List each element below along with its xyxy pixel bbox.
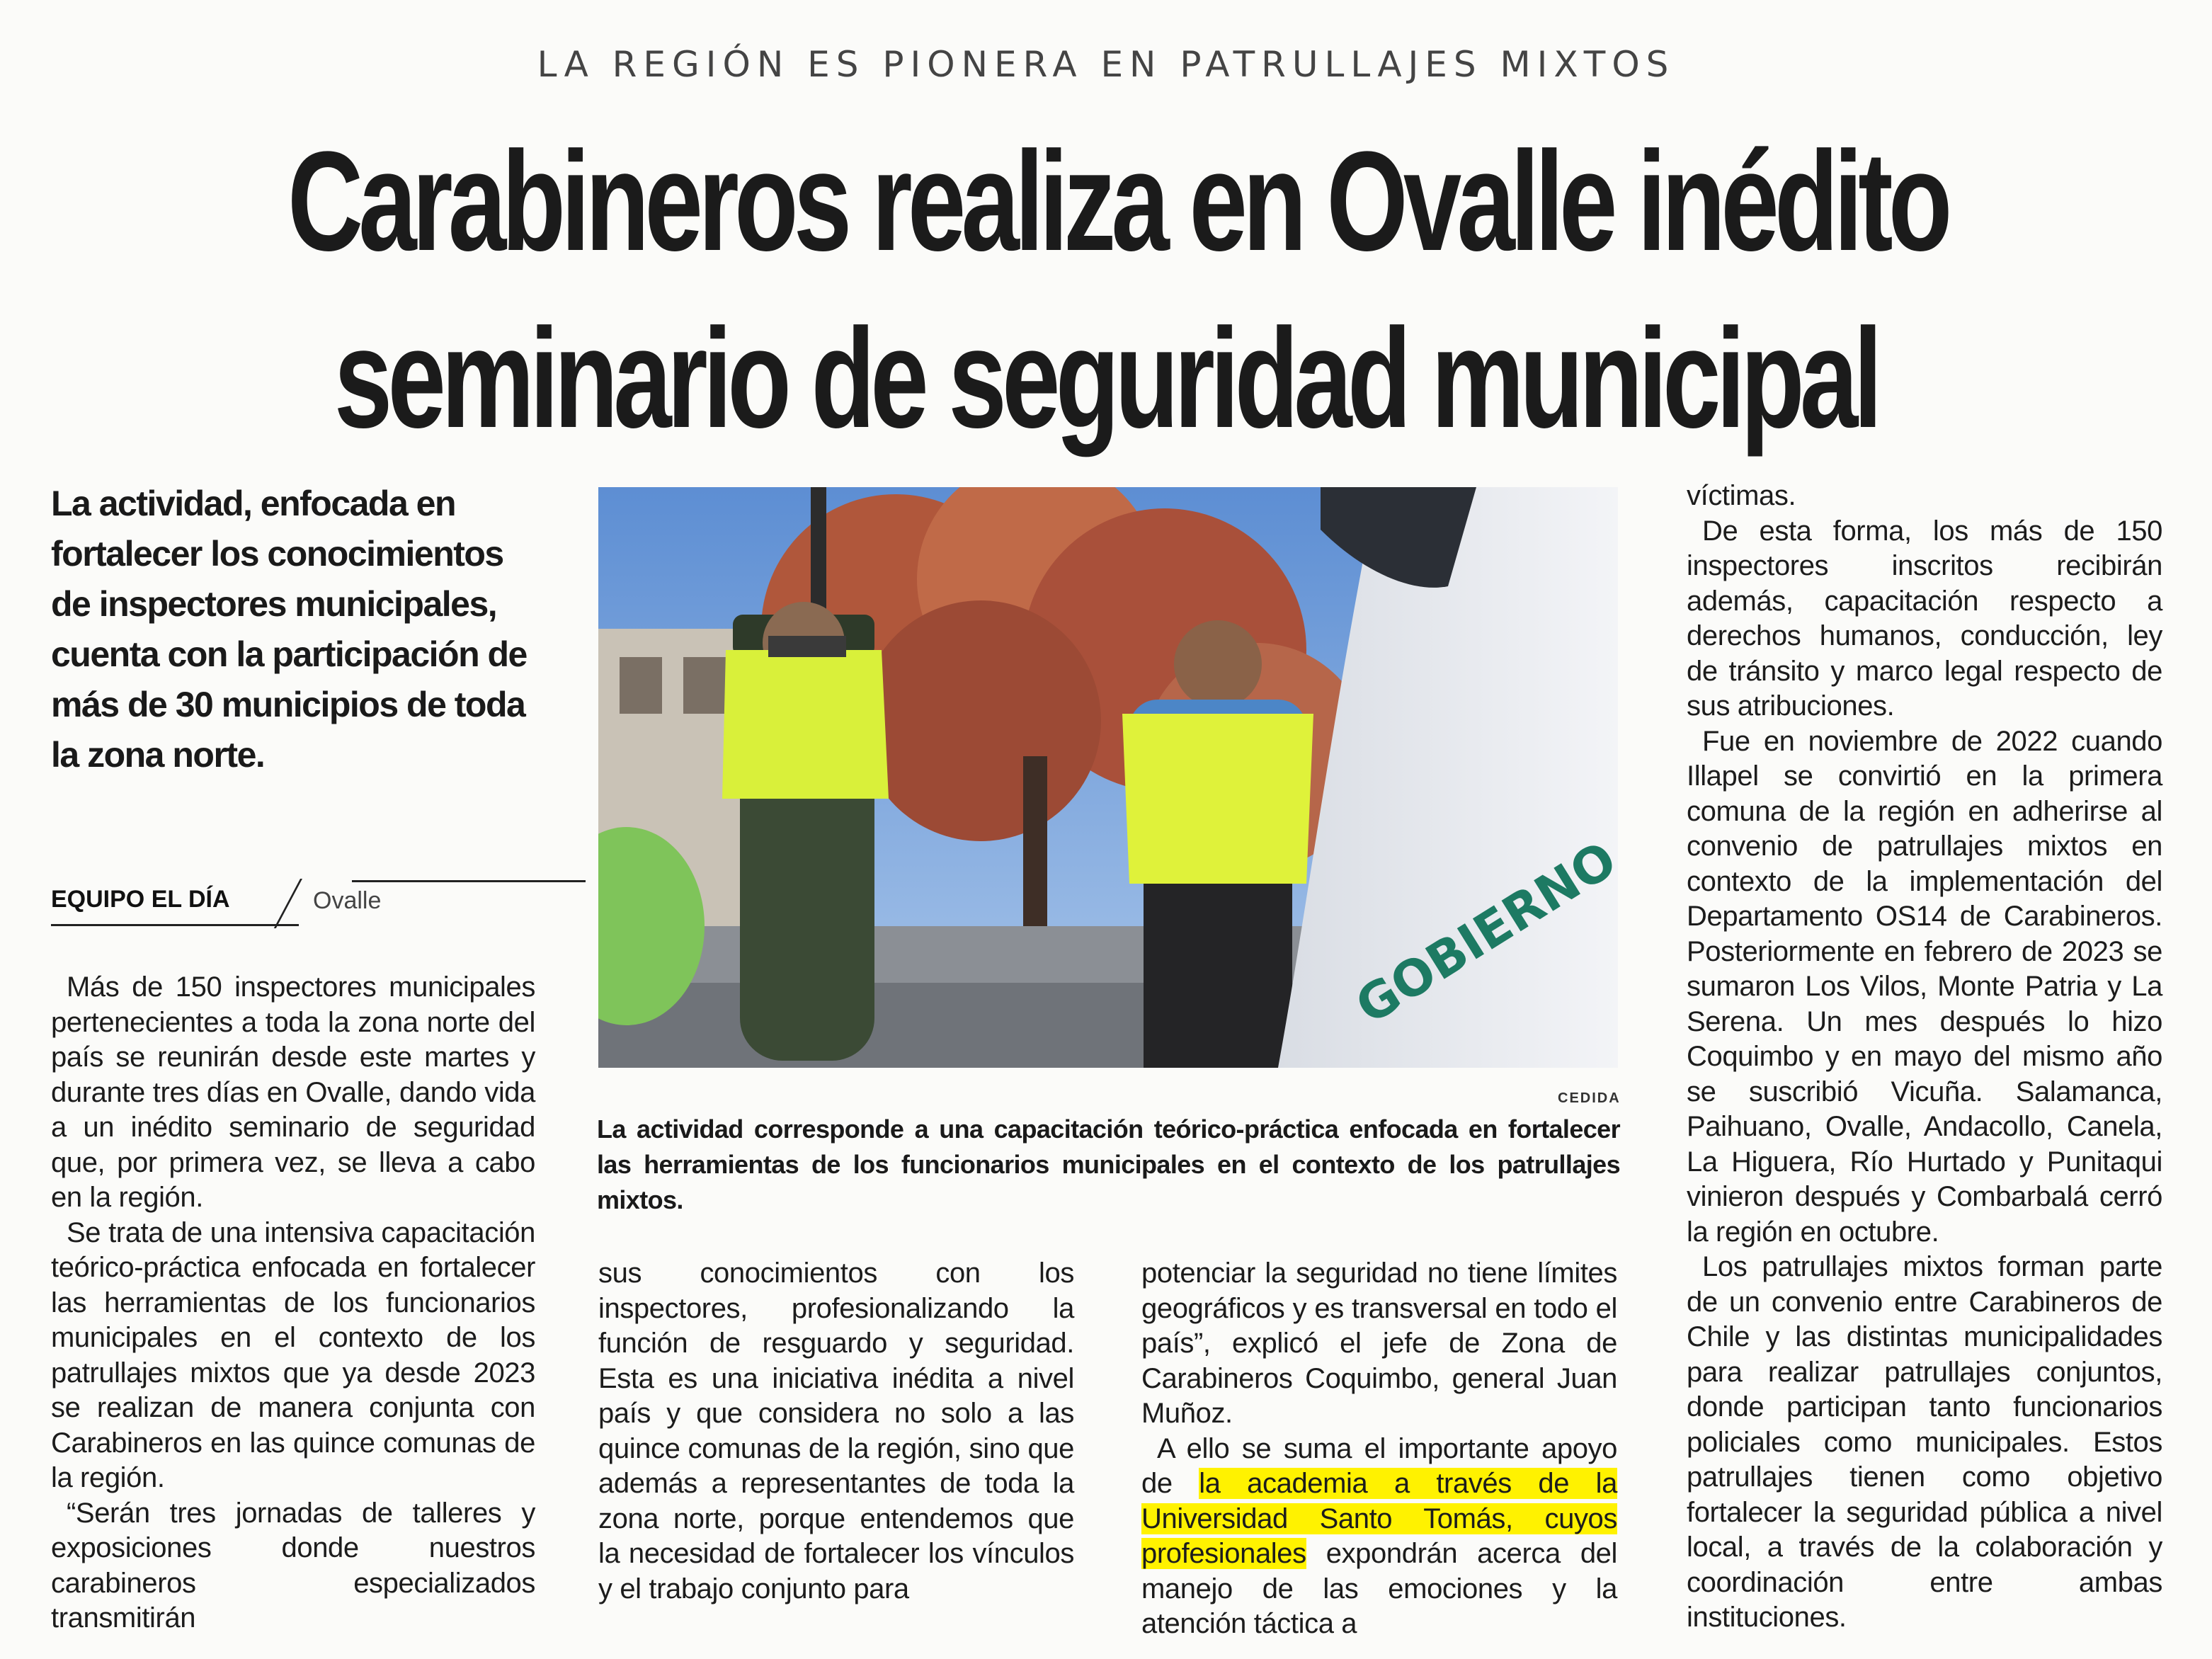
kicker: LA REGIÓN ES PIONERA EN PATRULLAJES MIXTOS bbox=[537, 44, 1675, 85]
byline-rule bbox=[51, 924, 299, 926]
photo-credit: CEDIDA bbox=[1558, 1090, 1621, 1106]
body-paragraph: De esta forma, los más de 150 inspectores inscritos recibirán además, capacitación respecto a derechos humanos, conducción, ley de tránsito y marco legal respecto de sus atribuciones. bbox=[1687, 515, 2162, 722]
body-column-1 bbox=[51, 970, 535, 1636]
body-column-4 bbox=[1687, 479, 2162, 1636]
body-paragraph: Los patrullajes mixtos forman parte de un convenio entre Carabineros de Chile y las distintas municipalidades para realizar patrullajes conjuntos, donde participan tanto funcionarios policiales como municipales. Estos patrullajes tienen como objetivo fortalecer la seguridad pública a nivel local, a través de la colaboración y coordinación entre ambas instituciones. bbox=[1687, 1251, 2162, 1633]
highlighted-text: la academia a través de la Universidad Santo Tomás, cuyos profesionales bbox=[1141, 1468, 1617, 1569]
paragraph-text: A ello se suma el importante apoyo de bbox=[1141, 1432, 1617, 1499]
body-column-3 bbox=[1141, 1256, 1617, 1642]
body-paragraph bbox=[1141, 1432, 1617, 1642]
body-paragraph: potenciar la seguridad no tiene límites geográficos y es transversal en todo el país”, explicó el jefe de Zona de Carabineros Coquimbo, general Juan Muñoz. bbox=[1141, 1258, 1617, 1429]
body-paragraph: “Serán tres jornadas de talleres y exposiciones donde nuestros carabineros especializados transmitirán bbox=[51, 1497, 535, 1634]
paragraph-text: expondrán acerca del manejo de las emociones y la atención táctica a bbox=[1141, 1538, 1617, 1639]
article-photo bbox=[598, 487, 1618, 1068]
headline-line-1: Carabineros realiza en Ovalle inédito bbox=[287, 122, 1948, 280]
body-column-2 bbox=[598, 1256, 1074, 1607]
byline-rule-right bbox=[352, 880, 586, 882]
byline-location: Ovalle bbox=[313, 887, 382, 914]
byline-slash bbox=[274, 879, 302, 928]
body-paragraph: Fue en noviembre de 2022 cuando Illapel se convirtió en la primera comuna de la región en adherirse al convenio de patrullajes mixtos en contexto de la implementación del Departamento OS14 de Carabineros. Posteriormente en febrero de 2023 se sumaron Los Vilos, Monte Patria y La Serena. Un mes después lo hizo Coquimbo y en mayo del mismo año se suscribió Vicuña. Salamanca, Paihuano, Ovalle, Andacollo, Canela, La Higuera, Río Hurtado y Punitaqui vinieron después y Combarbalá cerró la región en octubre. bbox=[1687, 725, 2162, 1248]
body-paragraph: sus conocimientos con los inspectores, profesionalizando la función de resguardo y seguridad. Esta es una iniciativa inédita a nivel país y que considera no solo a las quince comunas de la región, sino que además a representantes de toda la zona norte, porque entendemos que la necesidad de fortalecer los vínculos y el trabajo conjunto para bbox=[598, 1258, 1074, 1604]
body-paragraph: víctimas. bbox=[1687, 480, 1796, 511]
body-paragraph: Se trata de una intensiva capacitación teórico-práctica enfocada en fortalecer las herramientas de los funcionarios municipales en el contexto de los patrullajes mixtos que ya desde 2023 se realizan de manera conjunta con Carabineros en las quince comunas de la región. bbox=[51, 1216, 535, 1493]
headline bbox=[287, 113, 1948, 467]
byline-author: EQUIPO EL DÍA bbox=[51, 886, 230, 913]
lead-paragraph: La actividad, enfocada en fortalecer los conocimientos de inspectores municipales, cuenta con la participación de más de 30 municipios de toda la zona norte. bbox=[51, 484, 527, 775]
headline-line-2: seminario de seguridad municipal bbox=[333, 300, 1879, 457]
photo-caption: La actividad corresponde a una capacitación teórico-práctica enfocada en fortalecer las herramientas de los funcionarios municipales en el contexto de los patrullajes mixtos. bbox=[597, 1114, 1620, 1214]
byline bbox=[51, 880, 535, 925]
body-paragraph: Más de 150 inspectores municipales pertenecientes a toda la zona norte del país se reunirán desde este martes y durante tres días en Ovalle, dando vida a un inédito seminario de seguridad que, por primera vez, se lleva a cabo en la región. bbox=[51, 971, 535, 1213]
